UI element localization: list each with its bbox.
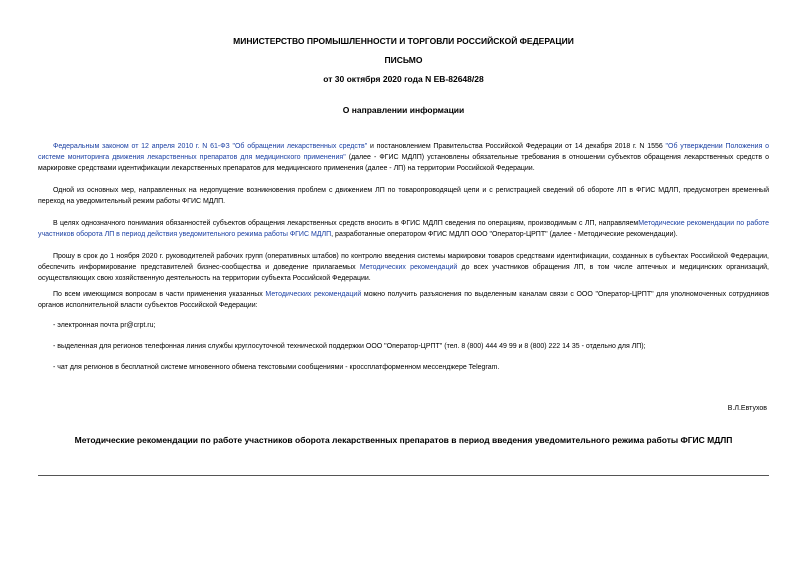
contact-phone-item: - выделенная для регионов телефонная линия службы круглосуточной технической поддержки ООО "Оператор-ЦРПТ" (тел. 8 (800) 444 49 99 и 8 (800) 222 14 35 - отдельно для ЛП); — [53, 343, 646, 350]
paragraph-request-text-1: Прошу в срок до 1 ноября 2020 г. руководителей рабочих групп (оперативных штабов) по контролю введения системы маркировки товаров средствами идентификации, созданных в субъектах Российской Федерации, обеспечить информирование представителей бизнес-сообщества и доведение прилагаемых — [38, 253, 769, 271]
government-decree-link[interactable]: "Об утверждении Положения о системе мониторинга движения лекарственных препаратов для медицинского применения" — [38, 143, 769, 161]
paragraph-recommendations-text-1: В целях однозначного понимания обязанностей субъектов обращения лекарственных средств вносить в ФГИС МДЛП сведения по операциям, производимым с ЛП, направляем — [53, 220, 639, 227]
paragraph-legal-basis-text-2: (далее - ФГИС МДЛП) установлены обязательные требования в отношении субъектов обращения лекарственных средств о маркировке средствами идентификации лекарственных препаратов для медицинского применения (далее - ЛП) на территории Российской Федерации. — [38, 154, 769, 172]
paragraph-legal-basis-text-1: и постановлением Правительства Российской Федерации от 14 декабря 2018 г. N 1556 — [367, 143, 666, 150]
paragraph-questions-text-1: По всем имеющимся вопросам в части применения указанных — [53, 291, 266, 298]
paragraph-request — [38, 251, 769, 284]
document-subject: О направлении информации — [342, 105, 465, 115]
paragraph-recommendations-text-2: , разработанные оператором ФГИС МДЛП ООО "Оператор-ЦРПТ" (далее - Методические рекомендации). — [331, 231, 678, 238]
contact-chat-item: - чат для регионов в бесплатной системе мгновенного обмена текстовыми сообщениями - кроссплатформенном мессенджере Telegram. — [53, 364, 500, 371]
paragraph-request-text-2: до всех участников обращения ЛП, в том числе аптечных и медицинских организаций, осуществляющих свою хозяйственную деятельность на территории субъекта Российской Федерации. — [38, 264, 769, 282]
document-date-number: от 30 октября 2020 года N ЕВ-82648/28 — [323, 74, 484, 84]
paragraph-legal-basis — [38, 141, 769, 174]
divider-line — [38, 475, 769, 476]
paragraph-questions-text-2: можно получить разъяснения по выделенным каналам связи с ООО "Оператор-ЦРПТ" для уполномоченных сотрудников органов исполнительной власти субъектов Российской Федерации: — [38, 291, 769, 309]
document-type-heading: ПИСЬМО — [384, 55, 423, 65]
attachment-title: Методические рекомендации по работе участников оборота лекарственных препаратов в период введения уведомительного режима работы ФГИС МДЛП — [74, 435, 733, 445]
methodical-recommendations-link-3[interactable]: Методических рекомендаций — [265, 291, 362, 298]
contact-email-item: - электронная почта pr@crpt.ru; — [53, 322, 156, 329]
federal-law-link[interactable]: Федеральным законом от 12 апреля 2010 г. N 61-ФЗ "Об обращении лекарственных средств" — [53, 143, 368, 150]
paragraph-questions — [38, 289, 769, 311]
methodical-recommendations-link-2[interactable]: Методических рекомендаций — [359, 264, 458, 271]
methodical-recommendations-link[interactable]: Методические рекомендации по работе участников оборота ЛП в период действия уведомительного режима работы ФГИС МДЛП — [38, 220, 769, 238]
paragraph-recommendations — [38, 218, 769, 240]
ministry-heading: МИНИСТЕРСТВО ПРОМЫШЛЕННОСТИ И ТОРГОВЛИ РОССИЙСКОЙ ФЕДЕРАЦИИ — [233, 36, 574, 46]
paragraph-transition: Одной из основных мер, направленных на недопущение возникновения проблем с движением ЛП по товаропроводящей цепи и с регистрацией сведений об обороте ЛП в ФГИС МДЛП, предусмотрен временный переход на уведомительный режим работы ФГИС МДЛП. — [38, 187, 769, 205]
signature: В.Л.Евтухов — [727, 405, 767, 412]
